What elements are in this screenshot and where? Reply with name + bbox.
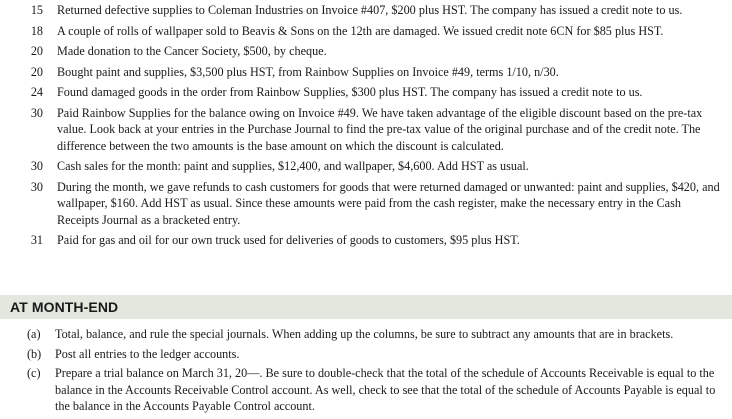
entry-day: 31 <box>30 233 43 247</box>
entry-text: Made donation to the Cancer Society, $500, by cheque. <box>57 44 327 58</box>
transaction-entry <box>0 23 732 40</box>
entry-text: Found damaged goods in the order from Rainbow Supplies, $300 plus HST. The company has issued a credit note to us. <box>57 85 643 99</box>
task-text: Post all entries to the ledger accounts. <box>55 346 240 361</box>
entry-text: Bought paint and supplies, $3,500 plus HST, from Rainbow Supplies on Invoice #49, terms 1/10, n/30. <box>57 64 559 79</box>
entry-text: Paid for gas and oil for our own truck used for deliveries of goods to customers, $95 plus HST. <box>57 233 520 247</box>
task-text: Prepare a trial balance on March 31, 20—. Be sure to double-check that the total of the schedule of Accounts Receivable is equal to the balance in the Accounts Receivable Control account. As well, check to see that the total of the schedule of Accounts Payable is equal to the balance in the Accounts Payable Control account. <box>55 366 716 413</box>
task-label: (a) <box>27 327 41 341</box>
section-title: AT MONTH-END <box>10 299 119 315</box>
transaction-entry <box>0 64 732 81</box>
transaction-entry <box>0 43 732 60</box>
entry-day: 30 <box>30 105 43 120</box>
transaction-entry <box>0 105 732 155</box>
task-label: (c) <box>27 366 41 380</box>
transaction-entry <box>0 84 732 101</box>
task-label: (b) <box>27 346 42 361</box>
month-end-task-list <box>0 326 732 418</box>
entry-day: 15 <box>30 3 43 17</box>
section-header-bar <box>0 295 732 319</box>
entry-day: 24 <box>30 85 43 99</box>
entry-day: 20 <box>30 64 43 79</box>
entry-text: A couple of rolls of wallpaper sold to Beavis & Sons on the 12th are damaged. We issued credit note 6CN for $85 plus HST. <box>57 23 664 38</box>
transaction-entry <box>0 232 732 249</box>
entry-text: Cash sales for the month: paint and supplies, $12,400, and wallpaper, $4,600. Add HST as usual. <box>57 159 529 173</box>
transaction-entry <box>0 2 732 19</box>
entry-day: 30 <box>30 179 43 194</box>
task-text: Total, balance, and rule the special journals. When adding up the columns, be sure to subtract any amounts that are in brackets. <box>55 327 674 341</box>
task-item <box>0 346 732 363</box>
entry-day: 20 <box>30 44 43 58</box>
entry-text: Returned defective supplies to Coleman Industries on Invoice #407, $200 plus HST. The company has issued a credit note to us. <box>57 3 683 17</box>
task-item <box>0 326 732 343</box>
entry-day: 18 <box>30 23 43 38</box>
entry-text: Paid Rainbow Supplies for the balance owing on Invoice #49. We have taken advantage of the eligible discount based on the pre-tax value. Look back at your entries in the Purchase Journal to find the pre-tax value of the original purchase and of the credit note. The difference between the two amounts is the base amount on which the discount is calculated. <box>57 105 703 153</box>
transaction-list <box>0 2 732 253</box>
entry-day: 30 <box>30 159 43 173</box>
task-item <box>0 365 732 415</box>
transaction-entry <box>0 179 732 229</box>
transaction-entry <box>0 158 732 175</box>
entry-text: During the month, we gave refunds to cash customers for goods that were returned damaged or unwanted: paint and supplies, $420, and wallpaper, $160. Add HST as usual. Since these amounts were paid from the cash register, make the necessary entry in the Cash Receipts Journal as a bracketed entry. <box>57 179 720 227</box>
